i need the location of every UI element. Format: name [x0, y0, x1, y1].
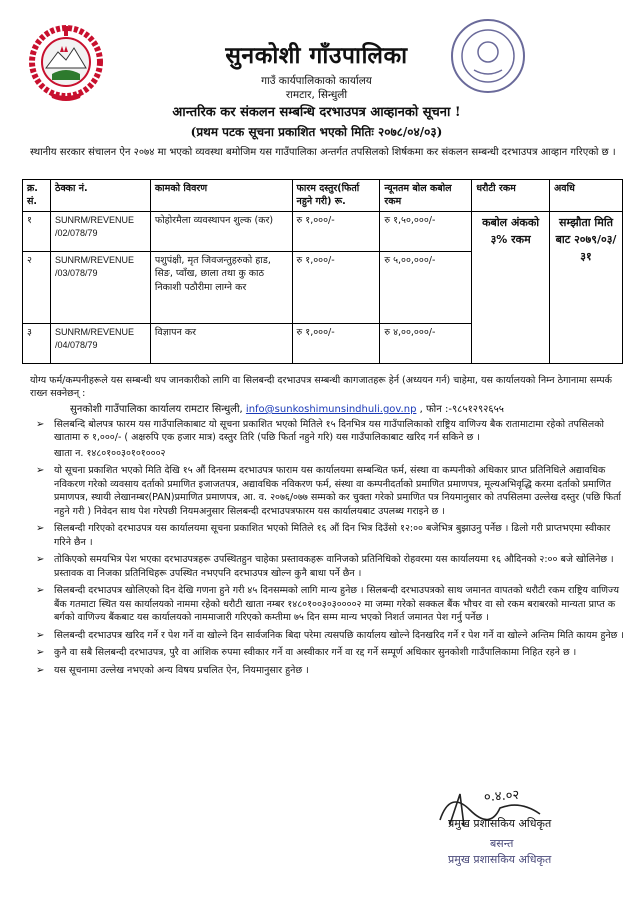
col-min-bid: न्यूनतम बोल कबोल रकम [380, 180, 472, 212]
municipality-title: सुनकोशी गाँउपालिका [225, 42, 408, 69]
account-number: खाता न. १४८०१००३०१०१०००२ [54, 447, 166, 459]
cell-min-bid: रु १,५०,०००/- [380, 211, 472, 251]
cell-contract-no: SUNRM/REVENUE /03/078/79 [50, 251, 150, 323]
signature-date: ०.४.०२ [483, 787, 520, 806]
contact-line [70, 403, 504, 417]
cell-sn: ३ [23, 323, 51, 363]
list-item: ➢ सिलबन्दी गरिएको दरभाउपत्र यस कार्यालयमा सूचना प्रकाशित भएको मितिले १६ औं दिन भित्र दिउँसो १२:०० बजेभित्र बुझाउनु पर्नेछ । ढिलो गरी प्राप्तभएमा स्वीकार गरिने छैन । [36, 523, 611, 548]
col-deposit: धरौटी रकम [472, 180, 550, 212]
col-sn: क्र. सं. [23, 180, 51, 212]
cell-contract-no: SUNRM/REVENUE /02/078/79 [50, 211, 150, 251]
signatory-title: प्रमुख प्रशासकिय अधिकृत [448, 817, 552, 830]
intro-paragraph: स्थानीय सरकार संचालन ऐन २०७४ मा भएको व्यवस्था बमोजिम यस गाउँपालिका अन्तर्गत तपसिलको शिर्षकमा कर संकलन सम्बन्धी दरभाउपत्र आव्हान गरिएको छ । [30, 147, 616, 158]
list-item: ➢ सिलबन्दि बोलपत्र फारम यस गाउँपालिकाबाट यो सूचना प्रकाशित भएको मितिले १५ दिनभित्र यस गाउँपालिकाको राष्ट्रिय वाणिज्य बैक रातामाटामा रहेको तपसिलको खातामा रु १,०००/- ( अक्षरुपि एक हजार मात्र) दस्तुर तिरि (पछि फिर्ता नहुने गरि) यस गाउँपालिकाबाट खरिद गर्न सकिने छ । [36, 419, 605, 444]
cell-form-fee: रु १,०००/- [292, 211, 380, 251]
col-contract-no: ठेक्का नं. [50, 180, 150, 212]
cell-sn: १ [23, 211, 51, 251]
arrow-bullet-icon: ➢ [36, 465, 45, 477]
cell-deposit: कबोल अंकको ३% रकम [472, 211, 550, 363]
col-form-fee: फारम दस्तुर(फिर्ता नहुने गरी) रू. [292, 180, 380, 212]
cell-description: पशुपंक्षी, मृत जिवजन्तुहरुको हाड, सिङ, प्वाँख, छाला तथा कु काठ निकाशी पठौरीमा लाग्ने कर [150, 251, 292, 323]
arrow-bullet-icon: ➢ [36, 419, 45, 430]
cell-description: विज्ञापन कर [150, 323, 292, 363]
notice-title: आन्तरिक कर संकलन सम्बन्धि दरभाउपत्र आव्हानको सूचना ! [172, 105, 461, 120]
col-period: अवधि [550, 180, 623, 212]
list-item: ➢ कुनै वा सबै सिलबन्दी दरभाउपत्र, पुरै वा आंशिक रुपमा स्वीकार गर्ने वा अस्वीकार गर्ने वा रद्द गर्ने सम्पूर्ण अधिकार सुनकोशी गाउँपालिकामा निहित रहने छ । [30, 646, 626, 659]
contact-phone: , फोन :-९८५१२९२६५५ [419, 404, 504, 415]
after-table-paragraph: योग्य फर्म/कम्पनीहरूले यस सम्बन्धी थप जानकारीको लागि वा सिलबन्दी दरभाउपत्र सम्बन्धी कागजातहरू हेर्न (अध्ययन गर्न) चाहेमा, यस कार्यालयको निम्न ठेगानामा सम्पर्क राख्न सक्नेछन् : [30, 375, 612, 400]
cell-period: सम्झौता मिति बाट २०७९/०३/ ३१ [550, 211, 623, 363]
cell-form-fee: रु १,०००/- [292, 323, 380, 363]
list-item: ➢ यो सूचना प्रकाशित भएको मिति देखि १५ औं दिनसम्म दरभाउपत्र फाराम यस कार्यालयमा सम्बन्धित फर्म, संस्था वा कम्पनीको अधिकार प्राप्त प्रतिनिधिले अद्यावधिक नविकरण गरेको व्यवसाय दर्ताको प्रमाणित इजाजतपत्र, अद्यावधिक नविकरण फर्म, संस्था वा कम्पनीदर्ताको प्रमाणित प्रमाणपत्र, मूल्यअभिवृद्धि करमा दर्ताको प्रमाणित प्रमाणपत्र, स्थायी लेखानम्बर(PAN)प्रमाणित प्रमाणपत्र, आ. व. २०७६/०७७ सम्मको कर चुक्ता गरेको प्रमाणित पत्र नियमानुसार को तपसिलमा उल्लेख दस्तुर (पछि फिर्ता नहुने गरी ) निवेदन साथ पेश गरेपछी नियमअनुसार सिलबन्दी दरभाउपत्रफारम यस कार्यालयबाट उपलब्ध गराइने छ । [36, 465, 622, 517]
arrow-bullet-icon: ➢ [36, 647, 45, 659]
tender-table [22, 179, 623, 364]
list-item: ➢ यस सूचनामा उल्लेख नभएको अन्य विषय प्रचलित ऐन, नियमानुसार हुनेछ । [30, 664, 626, 677]
contact-email-link[interactable]: info@sunkoshimunsindhuli.gov.np [245, 404, 417, 415]
office-address: रामटार, सिन्धुली [285, 89, 348, 101]
arrow-bullet-icon: ➢ [36, 664, 45, 676]
col-description: कामको विवरण [150, 180, 292, 212]
arrow-bullet-icon: ➢ [36, 585, 45, 597]
cell-min-bid: रु ४,००,०००/- [380, 323, 472, 363]
cell-contract-no: SUNRM/REVENUE /04/078/79 [50, 323, 150, 363]
cell-form-fee: रु १,०००/- [292, 251, 380, 323]
signatory-stamp-name: बसन्त [490, 837, 514, 850]
arrow-bullet-icon: ➢ [36, 629, 45, 641]
table-row [23, 211, 623, 251]
list-item: ➢ तोकिएको समयभित्र पेश भएका दरभाउपत्रहरू उपस्थितहुन चाहेका प्रस्तावकहरू वानिजको प्रतिनिधिको रोहवरमा यस कार्यालयमा १६ औदिनको २:०० बजे खोलिनेछ । प्रस्तावक वा निजका प्रतिनिधिहरू उपस्थित नभएपनि दरभाउपत्र खोल्न कुनै बाधा पर्ने छैन । [36, 554, 614, 579]
contact-office: सुनकोशी गाउँपालिका कार्यालय रामटार सिन्धुली, [70, 404, 243, 415]
office-name: गाउँ कार्यपालिकाको कार्यालय [261, 75, 372, 87]
cell-sn: २ [23, 251, 51, 323]
bullet-list [30, 418, 626, 681]
notice-date: (प्रथम पटक सूचना प्रकाशित भएको मितिः २०७८/०४/०३) [190, 125, 443, 139]
signatory-stamp-title: प्रमुख प्रशासकिय अधिकृत [448, 853, 552, 866]
arrow-bullet-icon: ➢ [36, 554, 45, 566]
table-header-row [23, 180, 623, 212]
list-item: ➢ सिलबन्दी दरभाउपत्र खरिद गर्ने र पेश गर्ने वा खोल्ने दिन सार्वजनिक बिदा परेमा त्यसपछि कार्यालय खोल्ने दिनखरिद गर्ने र पेश गर्ने वा खोल्ने अन्तिम मिति कायम हुनेछ । [30, 629, 626, 642]
arrow-bullet-icon: ➢ [36, 523, 45, 535]
cell-min-bid: रु ५,००,०००/- [380, 251, 472, 323]
list-item: ➢ सिलबन्दी दरभाउपत्र खोलिएको दिन देखि गणना हुने गरी ४५ दिनसम्मको लागि मान्य हुनेछ । सिलबन्दी दरभाउपत्रको साथ जमानत वापतको धरौटी रकम राष्ट्रिय वाणिज्य बैंक गतमाटा स्थित यस कार्यालयको नाममा रहेको धरौटी खाता नम्बर १४८०१००३०३००००२ मा जम्मा गरेको सक्कल बैंक भौचर वा सो रकम बराबरको मान्यता प्राप्त क बर्गको वाणिज्य बैंकबाट यस कार्यालयको नाममाजारी गरिएको कम्तीमा ७५ दिन सम्म मान्य भएको निशर्त जमानत पेश गर्नु पर्नेछ । [36, 585, 619, 624]
cell-description: फोहोरमैला व्यवस्थापन शुल्क (कर) [150, 211, 292, 251]
